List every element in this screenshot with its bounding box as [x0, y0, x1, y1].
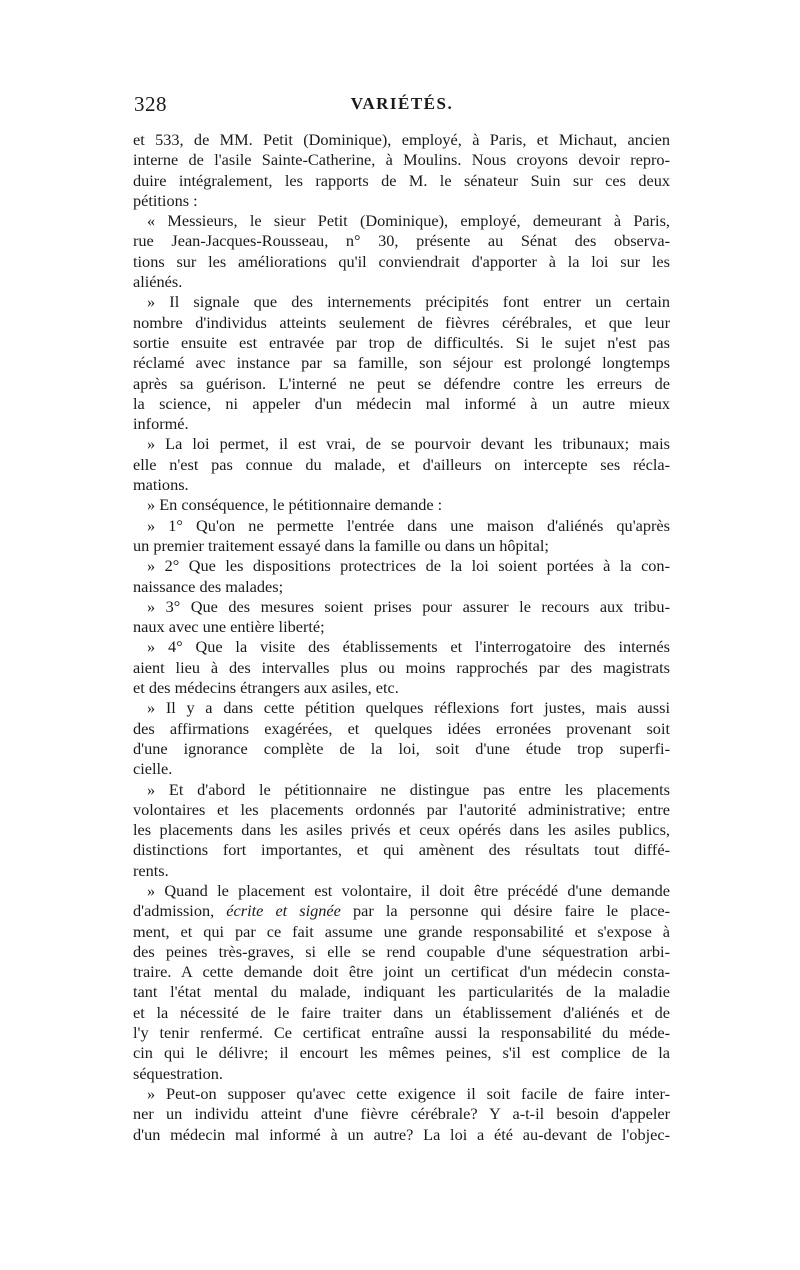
text-line: traire. A cette demande doit être joint un certificat d'un médecin consta- [133, 962, 670, 982]
text-line: » En conséquence, le pétitionnaire demande : [147, 495, 443, 515]
running-title: VARIÉTÉS. [350, 94, 454, 113]
text-line: cin qui le délivre; il encourt les mêmes peines, s'il est complice de la [133, 1043, 670, 1063]
text-line: un premier traitement essayé dans la famille ou dans un hôpital; [133, 535, 549, 555]
text-line: » Il y a dans cette pétition quelques réflexions fort justes, mais aussi [147, 698, 670, 718]
text-line: des peines très-graves, si elle se rend coupable d'une séquestration arbi- [133, 941, 670, 961]
text-line: » 1° Qu'on ne permette l'entrée dans une maison d'aliénés qu'après [147, 515, 670, 535]
text-line: » Il signale que des internements précipités font entrer un certain [147, 292, 670, 312]
text-line: ment, et qui par ce fait assume une grande responsabilité et s'expose à [133, 921, 670, 941]
text-line: » 3° Que des mesures soient prises pour assurer le recours aux tribu- [147, 596, 670, 616]
text-line: informé. [133, 414, 189, 434]
page-number: 328 [134, 92, 167, 116]
text-line: » 2° Que les dispositions protectrices de la loi soient portées à la con- [147, 556, 670, 576]
text-line: rue Jean-Jacques-Rousseau, n° 30, présente au Sénat des observa- [133, 231, 670, 251]
text-line: sortie ensuite est entravée par trop de difficultés. Si le sujet n'est pas [133, 332, 670, 352]
text-line: » Peut-on supposer qu'avec cette exigence il soit facile de faire inter- [147, 1083, 670, 1103]
text-line: cielle. [133, 759, 173, 779]
running-head [134, 92, 670, 118]
text-line: » La loi permet, il est vrai, de se pourvoir devant les tribunaux; mais [147, 434, 670, 454]
text-line: réclamé avec instance par sa famille, son séjour est prolongé longtemps [133, 353, 670, 373]
text-line: et 533, de MM. Petit (Dominique), employé, à Paris, et Michaut, ancien [133, 130, 670, 149]
text-line: les placements dans les asiles privés et ceux opérés dans les asiles publics, [133, 820, 670, 840]
text-line: et des médecins étrangers aux asiles, etc. [133, 678, 399, 698]
body-text [133, 130, 670, 1145]
text-line: aient lieu à des intervalles plus ou moins rapprochés par des magistrats [133, 657, 670, 677]
text-line: interne de l'asile Sainte-Catherine, à Moulins. Nous croyons devoir repro- [133, 150, 670, 170]
text-line: volontaires et les placements ordonnés par l'autorité administrative; entre [133, 799, 670, 819]
text-line: elle n'est pas connue du malade, et d'ailleurs on intercepte ses récla- [133, 454, 670, 474]
text-line: » Et d'abord le pétitionnaire ne distingue pas entre les placements [147, 779, 670, 799]
text-line: mations. [133, 475, 189, 495]
text-line: « Messieurs, le sieur Petit (Dominique), employé, demeurant à Paris, [147, 211, 670, 231]
text-line: des affirmations exagérées, et quelques idées erronées provenant soit [133, 718, 670, 738]
text-line: ner un individu atteint d'une fièvre cérébrale? Y a-t-il besoin d'appeler [133, 1104, 670, 1124]
text-line: séquestration. [133, 1063, 223, 1083]
text-line: pétitions : [133, 190, 198, 210]
text-line: naissance des malades; [133, 576, 284, 596]
text-line: nombre d'individus atteints seulement de fièvres cérébrales, et que leur [133, 312, 670, 332]
text-line: tions sur les améliorations qu'il conviendrait d'apporter à la loi sur les [133, 251, 670, 271]
italic-text: écrite et signée [226, 901, 341, 921]
text-line: d'une ignorance complète de la loi, soit d'une étude trop superfi- [133, 738, 670, 758]
text-line: naux avec une entière liberté; [133, 617, 325, 637]
text-line: et la nécessité de le faire traiter dans un établissement d'aliénés et de [133, 1002, 670, 1022]
text-line: » Quand le placement est volontaire, il doit être précédé d'une demande [147, 880, 670, 900]
text-line: l'y tenir renfermé. Ce certificat entraîne aussi la responsabilité du méde- [133, 1023, 670, 1043]
text-line: après sa guérison. L'interné ne peut se défendre contre les erreurs de [133, 373, 670, 393]
text-line: la science, ni appeler d'un médecin mal informé à un autre mieux [133, 393, 670, 413]
text-line: d'un médecin mal informé à un autre? La loi a été au-devant de l'objec- [133, 1124, 670, 1144]
text-line: » 4° Que la visite des établissements et l'interrogatoire des internés [147, 637, 670, 657]
text-line: duire intégralement, les rapports de M. le sénateur Suin sur ces deux [133, 170, 670, 190]
text-line: rents. [133, 860, 169, 880]
text-line: distinctions fort importantes, et qui amènent des résultats tout diffé- [133, 840, 670, 860]
text-line: tant l'état mental du malade, indiquant les particularités de la maladie [133, 982, 670, 1002]
text-line: aliénés. [133, 272, 183, 292]
text-line: d'admission, écrite et signée par la personne qui désire faire le place- [133, 901, 671, 921]
